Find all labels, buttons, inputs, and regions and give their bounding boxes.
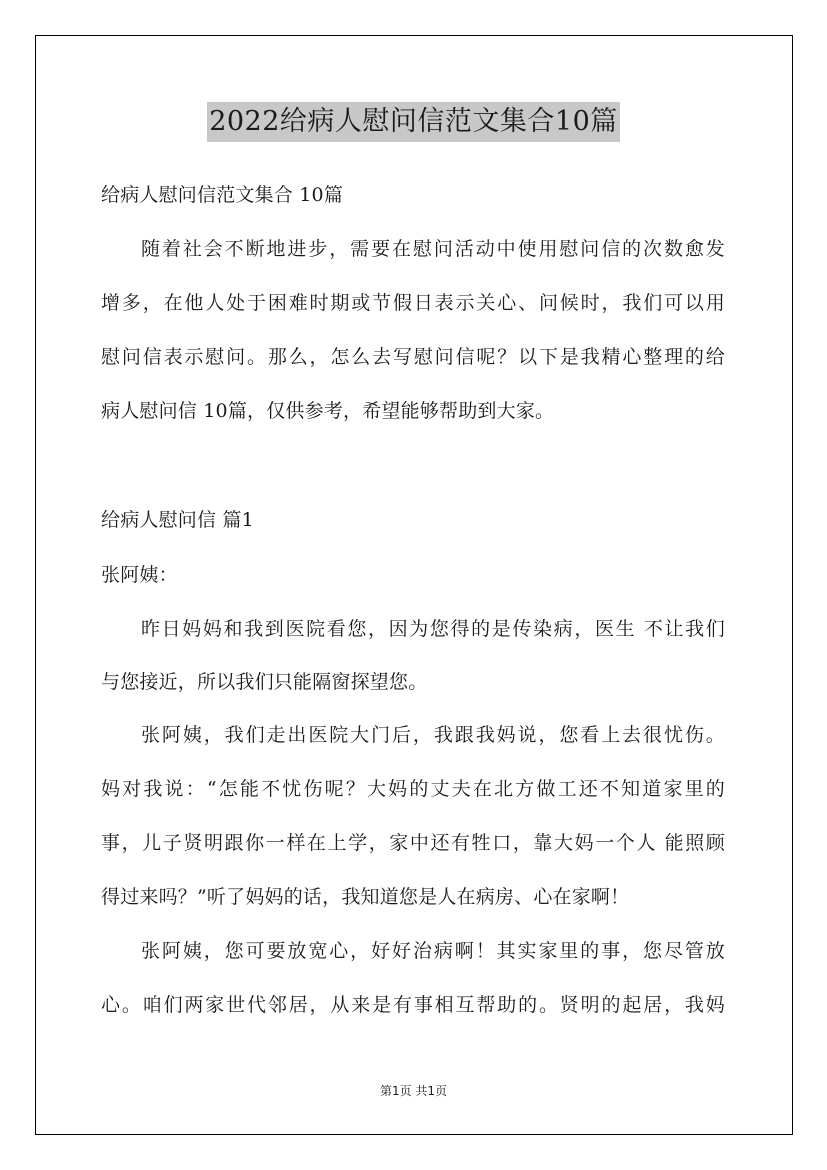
intro-line: 病人慰问信 10篇，仅供参考，希望能够帮助到大家。	[101, 400, 555, 422]
document-subtitle: 给病人慰问信范文集合 10篇	[101, 184, 344, 206]
intro-line: 慰问信表示慰问。那么，怎么去写慰问信呢？以下是我精心整理的给	[101, 346, 725, 368]
paragraph-line: 昨日妈妈和我到医院看您，因为您得的是传染病，医生 不让我们	[141, 618, 725, 640]
intro-line: 随着社会不断地进步，需要在慰问活动中使用慰问信的次数愈发	[141, 238, 725, 260]
paragraph-line: 妈对我说：“怎能不忧伤呢？大妈的丈夫在北方做工还不知道家里的	[101, 778, 725, 800]
section-heading: 给病人慰问信 篇1	[101, 509, 254, 531]
paragraph-line: 与您接近，所以我们只能隔窗探望您。	[101, 671, 428, 693]
page-footer: 第1页 共1页	[379, 1084, 448, 1098]
paragraph-line: 张阿姨，我们走出医院大门后，我跟我妈说，您看上去很忧伤。	[141, 724, 725, 746]
paragraph-line: 张阿姨，您可要放宽心，好好治病啊！其实家里的事，您尽管放	[141, 940, 725, 962]
paragraph-line: 事，儿子贤明跟你一样在上学，家中还有牲口，靠大妈一个人 能照顾	[101, 832, 725, 854]
paragraph-line: 心。咱们两家世代邻居，从来是有事相互帮助的。贤明的起居，我妈	[101, 994, 725, 1016]
letter-salutation: 张阿姨：	[101, 564, 178, 586]
paragraph-line: 得过来吗？”听了妈妈的话，我知道您是人在病房、心在家啊！	[101, 886, 630, 908]
intro-line: 增多，在他人处于困难时期或节假日表示关心、问候时，我们可以用	[101, 292, 725, 314]
document-title: 2022给病人慰问信范文集合10篇	[207, 102, 620, 142]
title-container	[0, 102, 827, 142]
